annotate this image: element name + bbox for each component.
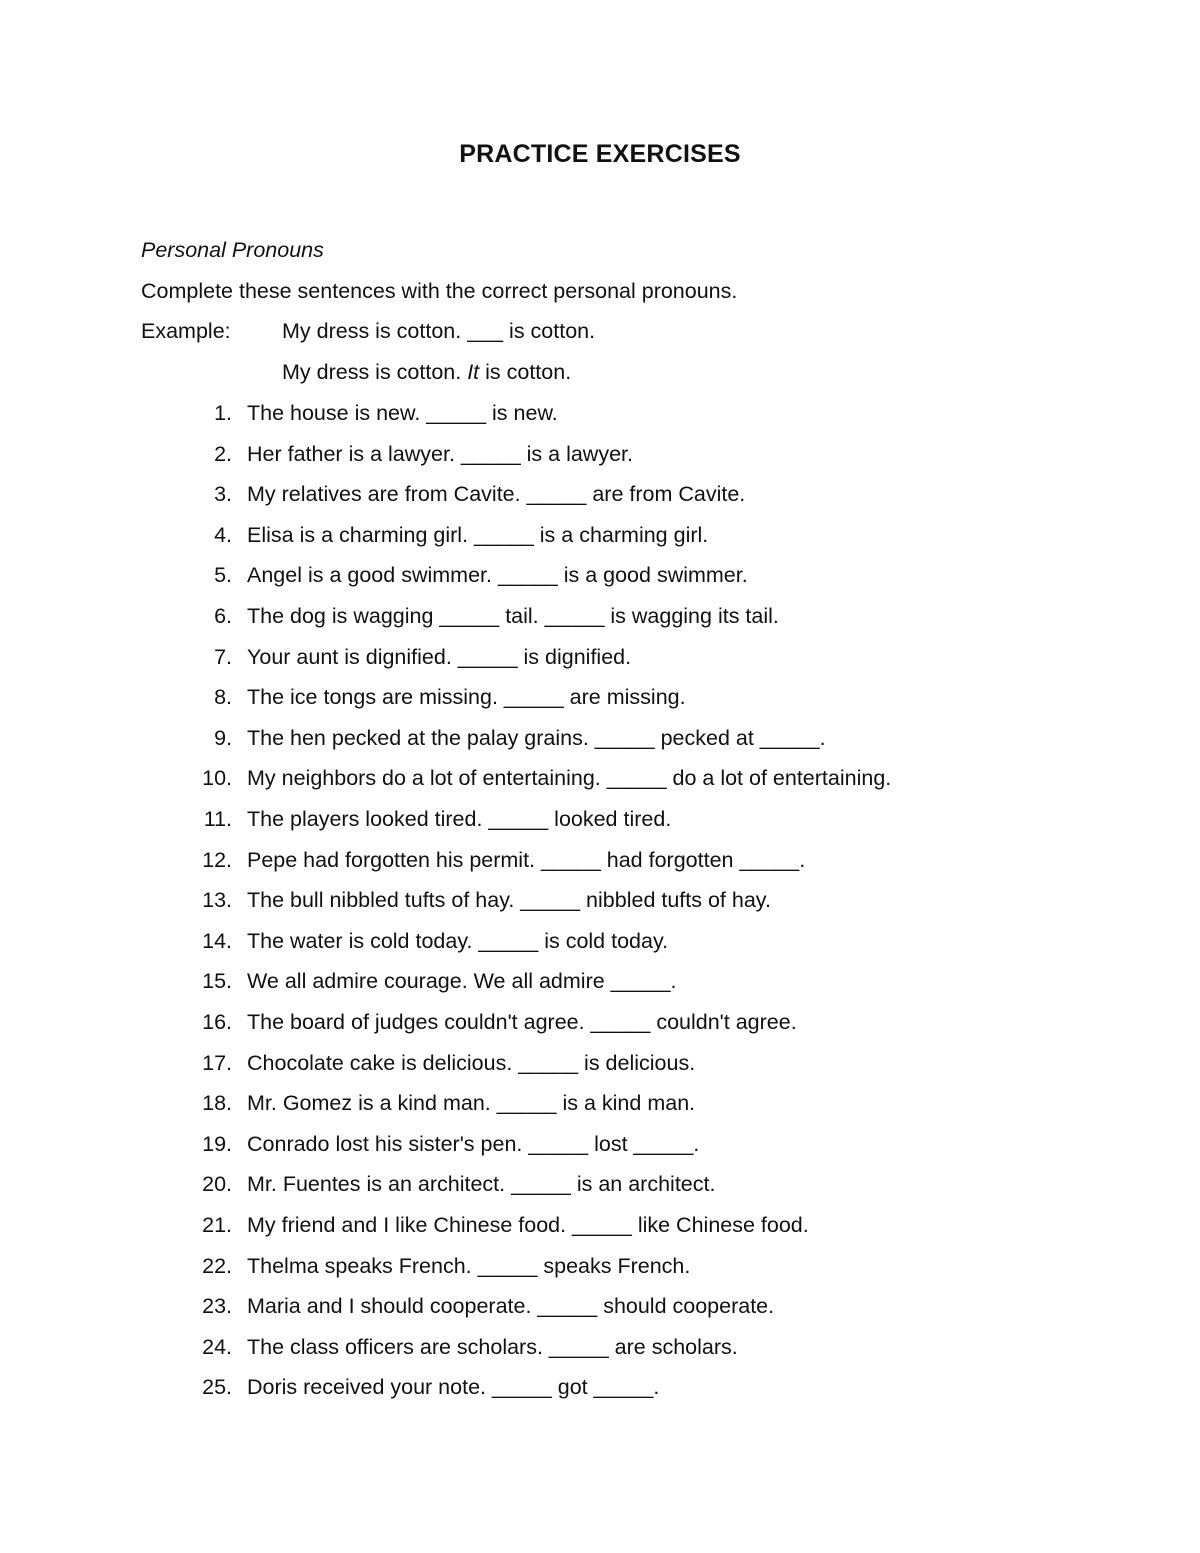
exercise-sentence: Angel is a good swimmer. _____ is a good swimmer. xyxy=(247,563,748,587)
exercise-sentence: Doris received your note. _____ got _____. xyxy=(247,1375,660,1399)
example-answer-pronoun: It xyxy=(467,360,480,384)
exercise-sentence: Her father is a lawyer. _____ is a lawyer. xyxy=(247,442,633,466)
example-answer-after: is cotton. xyxy=(479,360,572,384)
exercise-number: 3. xyxy=(214,482,232,506)
exercise-sentence: The players looked tired. _____ looked tired. xyxy=(247,807,672,831)
exercise-number: 13. xyxy=(202,888,232,912)
instructions: Complete these sentences with the correct personal pronouns. xyxy=(141,279,738,303)
exercise-number: 2. xyxy=(214,442,232,466)
exercise-sentence: The water is cold today. _____ is cold today. xyxy=(247,929,669,953)
exercise-number: 4. xyxy=(214,523,232,547)
exercise-number: 18. xyxy=(202,1091,232,1115)
exercise-number: 22. xyxy=(202,1254,232,1278)
exercise-sentence: Maria and I should cooperate. _____ should cooperate. xyxy=(247,1294,775,1318)
example-label: Example: xyxy=(141,319,231,343)
exercise-number: 9. xyxy=(214,726,232,750)
exercise-sentence: Elisa is a charming girl. _____ is a charming girl. xyxy=(247,523,709,547)
example-question: My dress is cotton. ___ is cotton. xyxy=(282,319,596,343)
exercise-sentence: Chocolate cake is delicious. _____ is delicious. xyxy=(247,1051,696,1075)
exercise-number: 25. xyxy=(202,1375,232,1399)
exercise-sentence: We all admire courage. We all admire _____. xyxy=(247,969,677,993)
exercise-sentence: My friend and I like Chinese food. _____ like Chinese food. xyxy=(247,1213,809,1237)
exercise-sentence: Mr. Fuentes is an architect. _____ is an architect. xyxy=(247,1172,716,1196)
exercise-sentence: Mr. Gomez is a kind man. _____ is a kind man. xyxy=(247,1091,696,1115)
exercise-number: 5. xyxy=(214,563,232,587)
exercise-sentence: The hen pecked at the palay grains. _____ pecked at _____. xyxy=(247,726,826,750)
exercise-sentence: My relatives are from Cavite. _____ are from Cavite. xyxy=(247,482,746,506)
example-answer xyxy=(282,357,571,387)
exercise-sentence: The house is new. _____ is new. xyxy=(247,401,558,425)
exercise-sentence: The board of judges couldn't agree. _____ couldn't agree. xyxy=(247,1010,797,1034)
exercise-number: 21. xyxy=(202,1213,232,1237)
exercise-sentence: My neighbors do a lot of entertaining. _____ do a lot of entertaining. xyxy=(247,766,892,790)
exercise-number: 17. xyxy=(202,1051,232,1075)
exercise-number: 20. xyxy=(202,1172,232,1196)
section-heading: Personal Pronouns xyxy=(141,238,324,262)
exercise-number: 16. xyxy=(202,1010,232,1034)
exercise-number: 23. xyxy=(202,1294,232,1318)
exercise-number: 6. xyxy=(214,604,232,628)
exercise-number: 15. xyxy=(202,969,232,993)
exercise-sentence: The ice tongs are missing. _____ are missing. xyxy=(247,685,686,709)
exercise-number: 24. xyxy=(202,1335,232,1359)
exercise-sentence: Pepe had forgotten his permit. _____ had forgotten _____. xyxy=(247,848,806,872)
exercise-number: 1. xyxy=(214,401,232,425)
example-answer-before: My dress is cotton. xyxy=(282,360,468,384)
exercise-number: 14. xyxy=(202,929,232,953)
exercise-number: 19. xyxy=(202,1132,232,1156)
exercise-number: 11. xyxy=(203,807,232,831)
exercise-sentence: The class officers are scholars. _____ are scholars. xyxy=(247,1335,738,1359)
exercise-sentence: The bull nibbled tufts of hay. _____ nibbled tufts of hay. xyxy=(247,888,771,912)
exercise-number: 12. xyxy=(202,848,232,872)
exercise-sentence: The dog is wagging _____ tail. _____ is wagging its tail. xyxy=(247,604,779,628)
exercise-number: 7. xyxy=(214,645,232,669)
exercise-sentence: Thelma speaks French. _____ speaks French. xyxy=(247,1254,691,1278)
exercise-sentence: Conrado lost his sister's pen. _____ lost _____. xyxy=(247,1132,700,1156)
exercise-sentence: Your aunt is dignified. _____ is dignified. xyxy=(247,645,632,669)
page-title: PRACTICE EXERCISES xyxy=(459,140,741,168)
exercise-number: 8. xyxy=(214,685,232,709)
exercise-number: 10. xyxy=(202,766,232,790)
